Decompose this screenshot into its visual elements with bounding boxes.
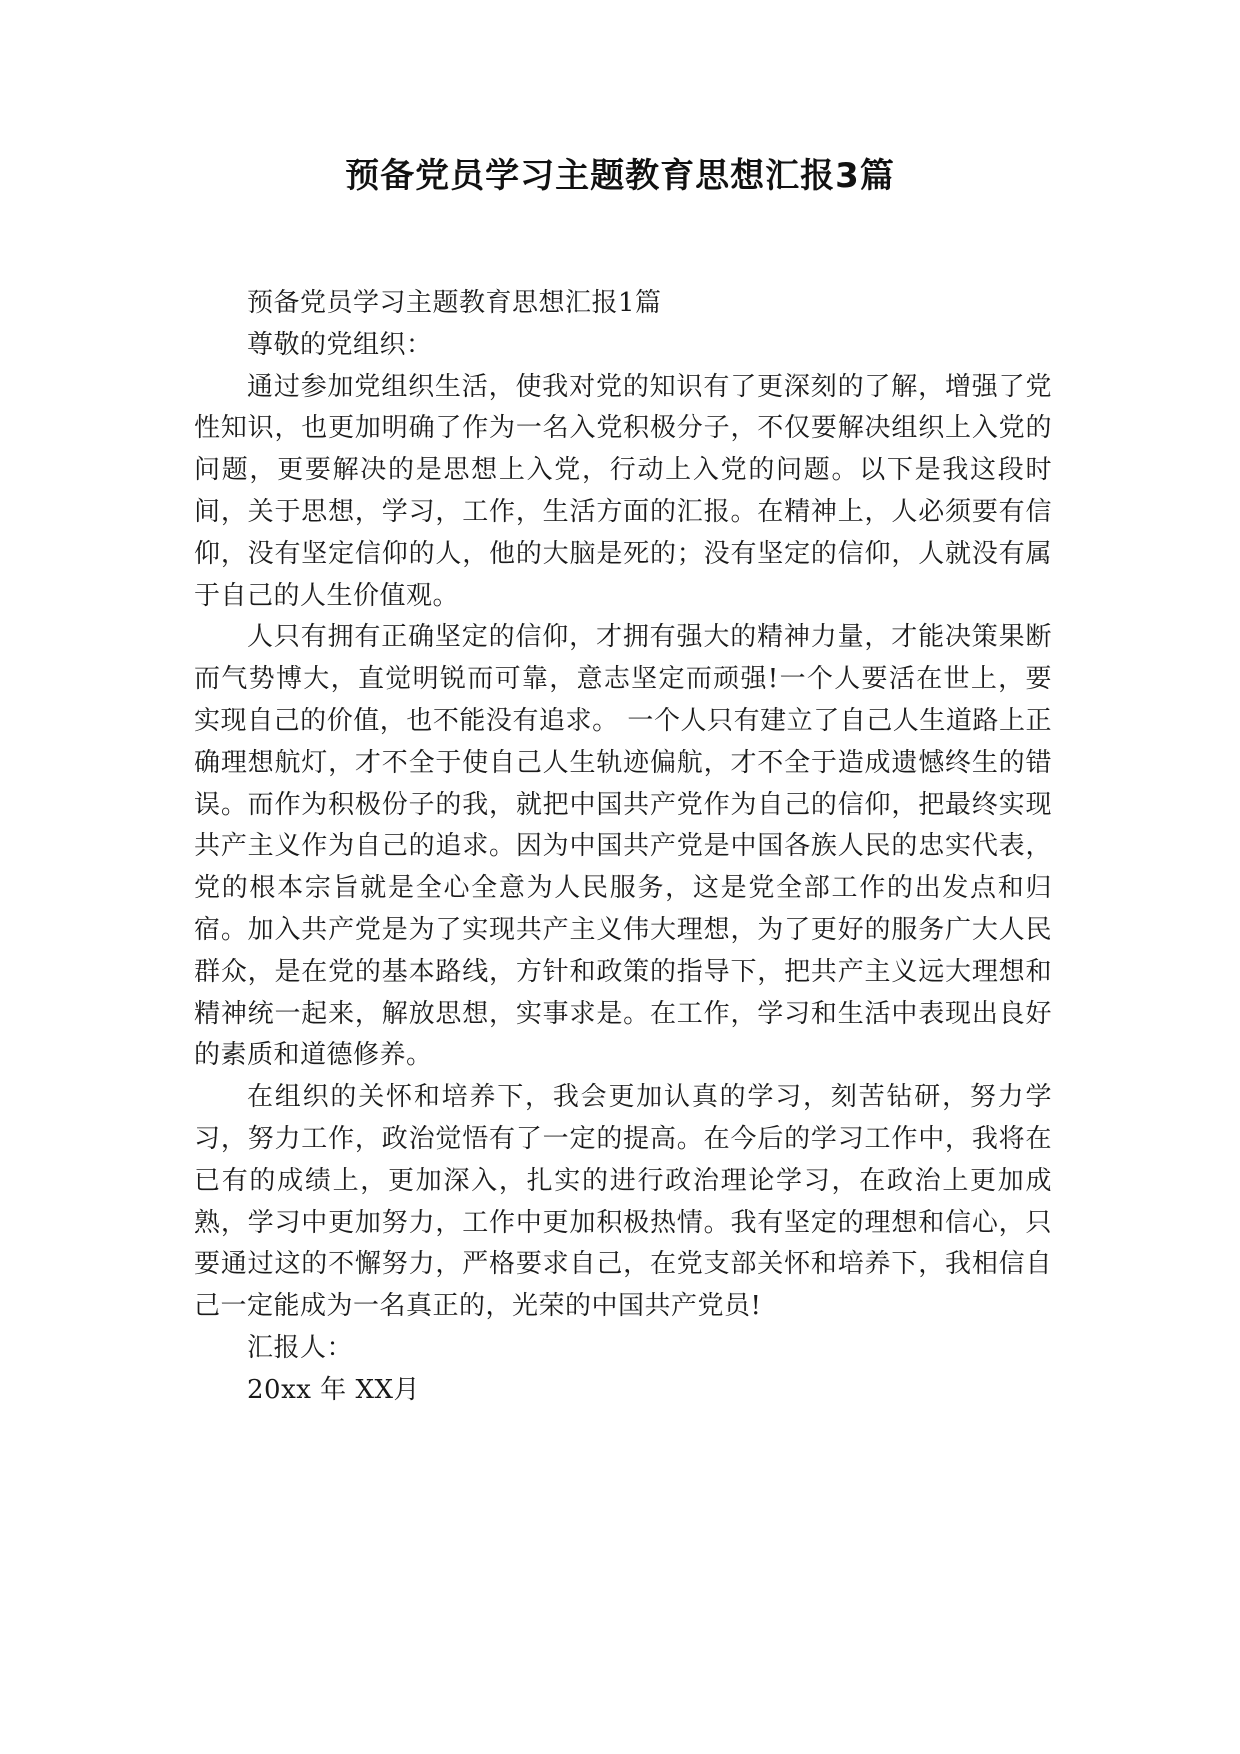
- salutation: 尊敬的党组织：: [247, 329, 433, 360]
- paragraph-3: 在组织的关怀和培养下，我会更加认真的学习，刻苦钻研，努力学习，努力工作，政治觉悟有了一定的提高。在今后的学习工作中，我将在已有的成绩上，更加深入，扎实的进行政治理论学习，在政治上更加成熟，学习中更加努力，工作中更加积极热情。我有坚定的理想和信心，只要通过这的不懈努力，严格要求自己，在党支部关怀和培养下，我相信自己一定能成为一名真正的，光荣的中国共产党员!: [194, 1082, 1052, 1322]
- document-title: 预备党员学习主题教育思想汇报3篇: [345, 156, 895, 196]
- paragraph-1: 通过参加党组织生活，使我对党的知识有了更深刻的了解，增强了党性知识，也更加明确了作为一名入党积极分子，不仅要解决组织上入党的问题，更要解决的是思想上入党，行动上入党的问题。以下是我这段时间，关于思想，学习，工作，生活方面的汇报。在精神上，人必须要有信仰，没有坚定信仰的人，他的大脑是死的；没有坚定的信仰，人就没有属于自己的人生价值观。: [194, 371, 1052, 611]
- subtitle: 预备党员学习主题教育思想汇报1篇: [247, 288, 662, 318]
- reporter-label: 汇报人：: [247, 1332, 354, 1363]
- paragraph-2: 人只有拥有正确坚定的信仰，才拥有强大的精神力量，才能决策果断而气势博大，直觉明锐而可靠，意志坚定而顽强!一个人要活在世上，要实现自己的价值，也不能没有追求。 一个人只有建立了自己人生道路上正确理想航灯，才不全于使自己人生轨迹偏航，才不全于造成遗憾终生的错误。而作为积极份子的我，就把中国共产党作为自己的信仰，把最终实现共产主义作为自己的追求。因为中国共产党是中国各族人民的忠实代表，党的根本宗旨就是全心全意为人民服务，这是党全部工作的出发点和归宿。加入共产党是为了实现共产主义伟大理想，为了更好的服务广大人民群众，是在党的基本路线，方针和政策的指导下，把共产主义远大理想和精神统一起来，解放思想，实事求是。在工作，学习和生活中表现出良好的素质和道德修养。: [194, 622, 1052, 1071]
- date-line: 20xx 年 XX月: [247, 1374, 420, 1405]
- document-body: [194, 283, 1052, 1412]
